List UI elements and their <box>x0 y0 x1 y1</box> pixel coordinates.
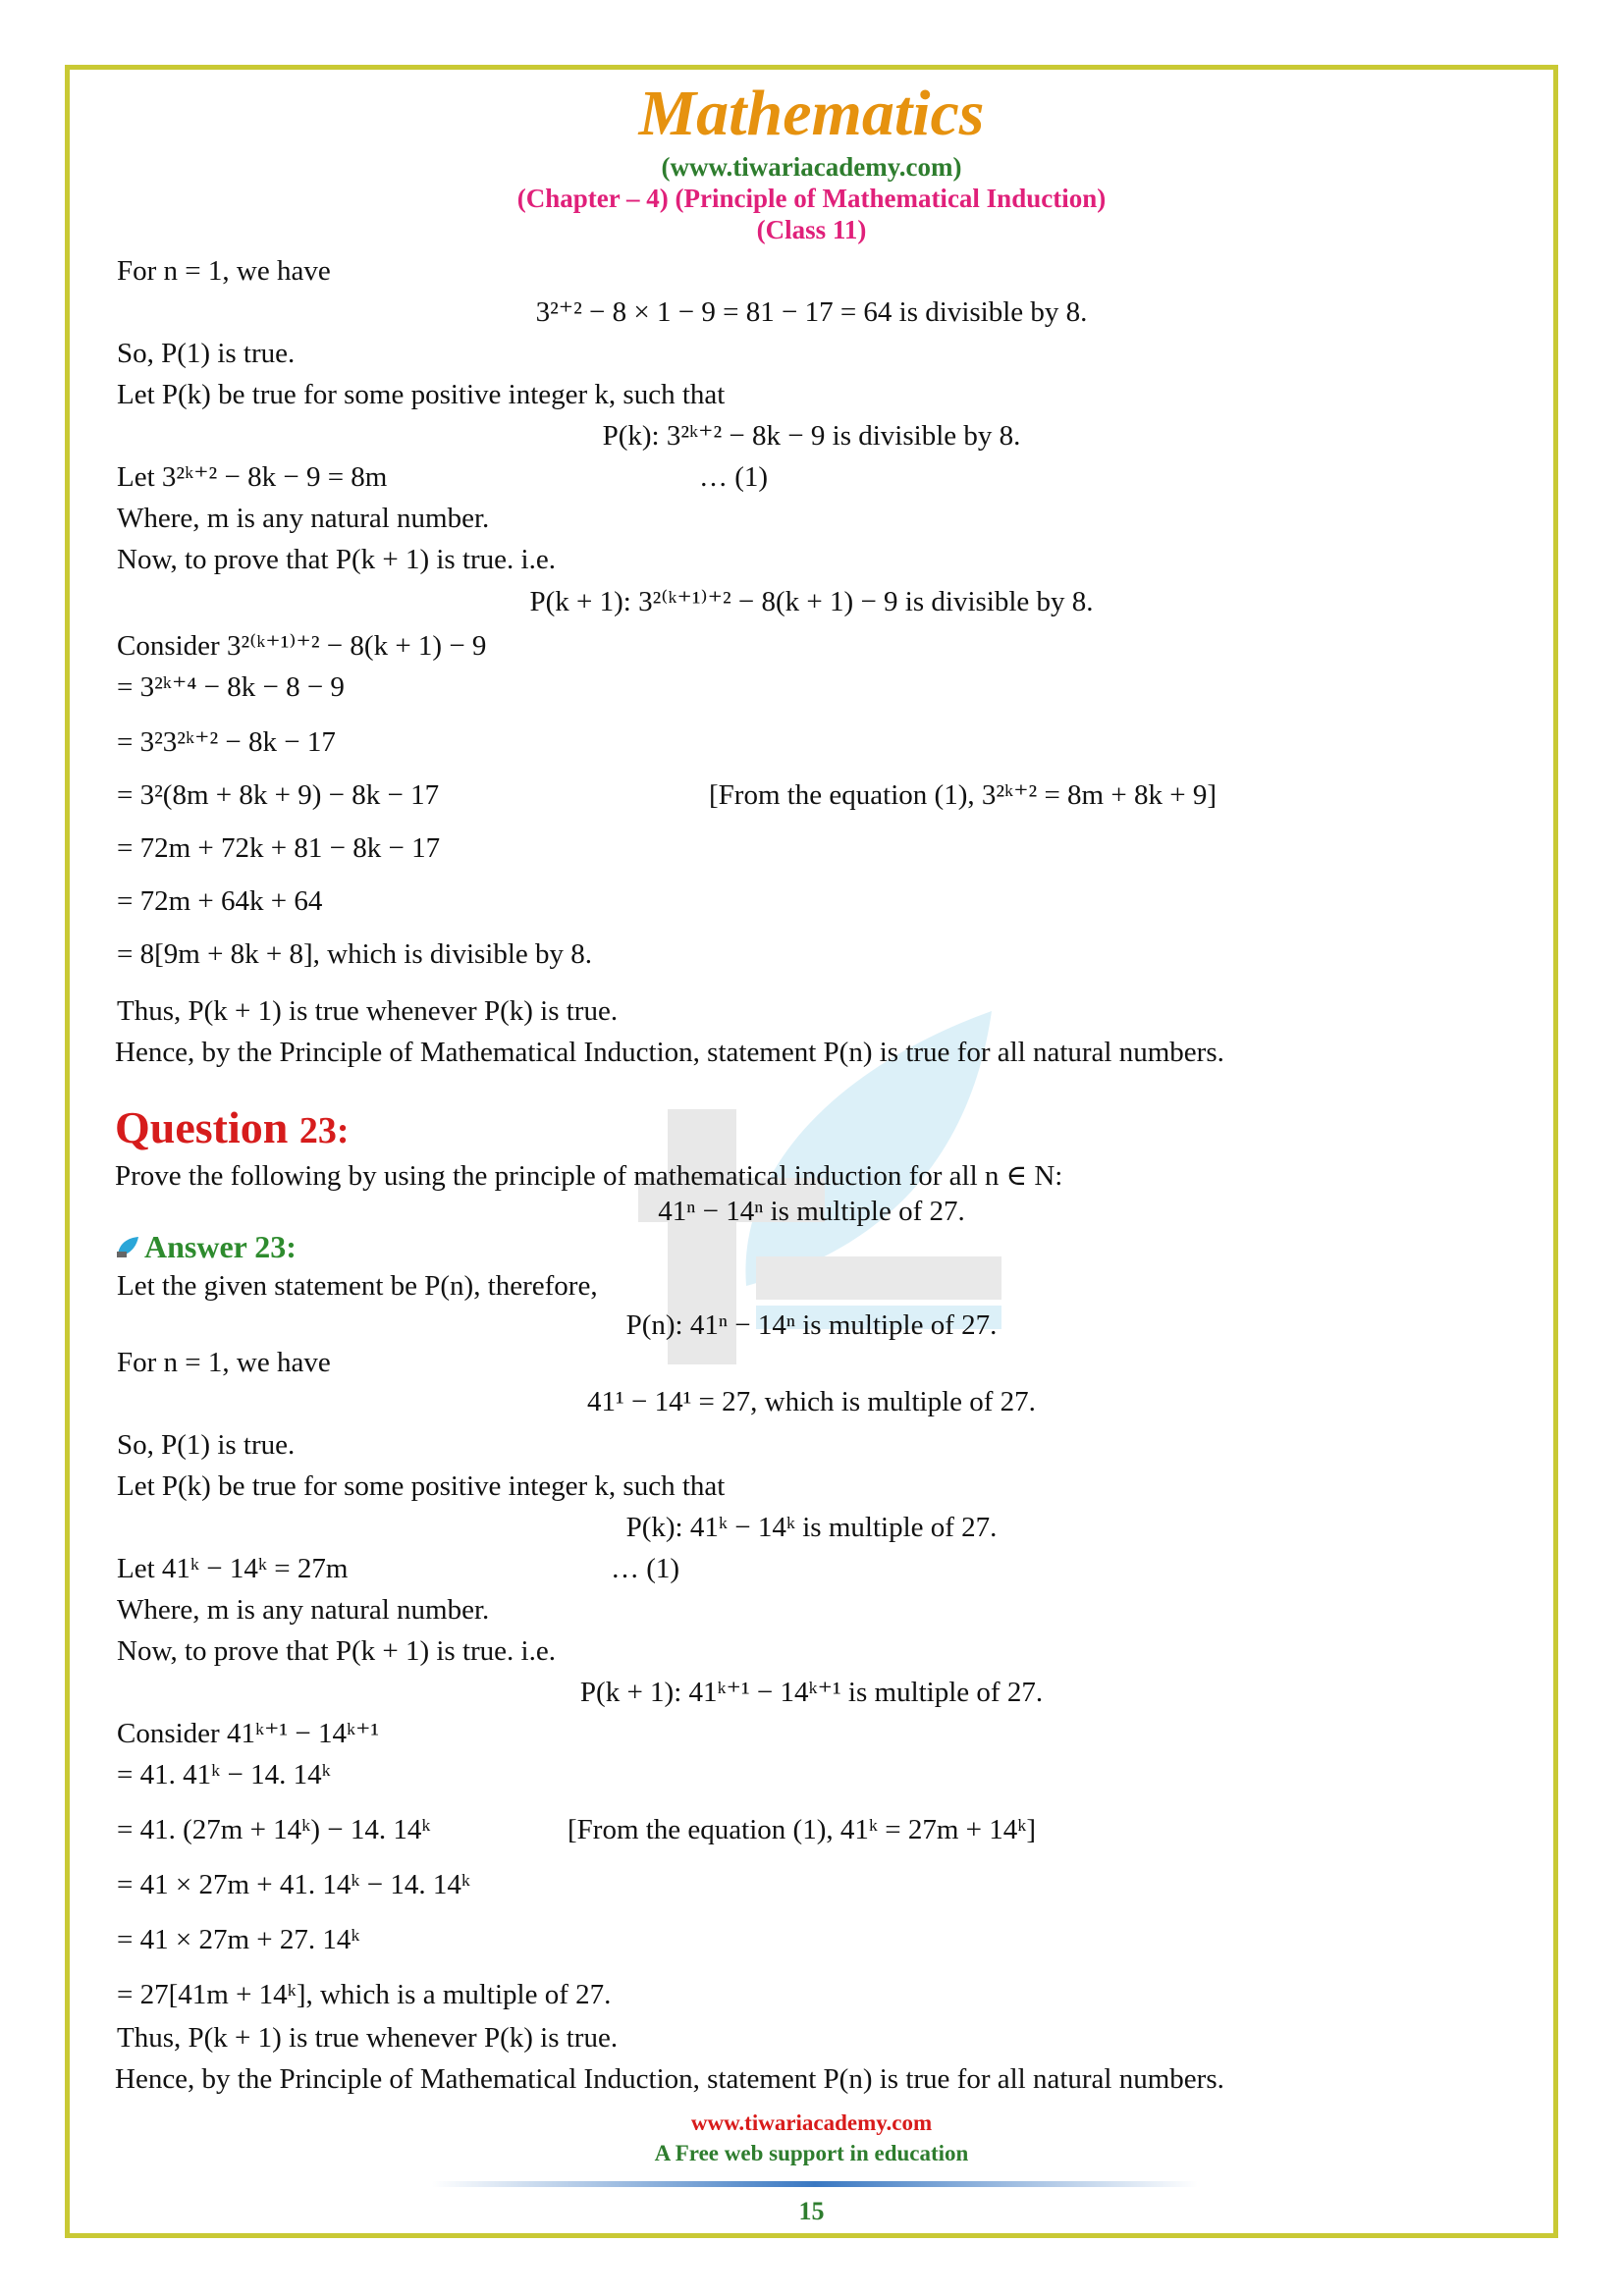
text-line: For n = 1, we have <box>117 255 331 287</box>
text-line: So, P(1) is true. <box>117 1429 296 1461</box>
math-line: P(k + 1): 41ᵏ⁺¹ − 14ᵏ⁺¹ is multiple of 27. <box>579 1677 1044 1708</box>
header-title: Mathematics <box>638 78 985 149</box>
header-url[interactable]: (www.tiwariacademy.com) <box>661 152 962 182</box>
footer-tagline: A Free web support in education <box>654 2141 969 2165</box>
leaf-icon <box>115 1235 140 1260</box>
answer-heading <box>115 1229 297 1265</box>
math-line: Consider 41ᵏ⁺¹ − 14ᵏ⁺¹ <box>117 1718 380 1749</box>
text-line: Thus, P(k + 1) is true whenever P(k) is true. <box>117 2022 619 2054</box>
math-line: P(k + 1): 3²⁽ᵏ⁺¹⁾⁺² − 8(k + 1) − 9 is divisible by 8. <box>529 586 1094 617</box>
footer-divider <box>432 2181 1198 2187</box>
text-line: Hence, by the Principle of Mathematical Induction, statement P(n) is true for all natural numbers. <box>115 2063 1224 2095</box>
text-line: Thus, P(k + 1) is true whenever P(k) is true. <box>117 995 619 1027</box>
text-line: Hence, by the Principle of Mathematical Induction, statement P(n) is true for all natural numbers. <box>115 1037 1224 1068</box>
question-text: Prove the following by using the principle of mathematical induction for all n ∈ N: <box>115 1160 1063 1192</box>
text-line: Where, m is any natural number. <box>117 503 490 534</box>
text-line: Where, m is any natural number. <box>117 1594 490 1626</box>
math-line: = 41. (27m + 14ᵏ) − 14. 14ᵏ <box>117 1814 431 1845</box>
math-line: = 3²ᵏ⁺⁴ − 8k − 8 − 9 <box>117 671 345 703</box>
math-line: = 72m + 64k + 64 <box>117 885 323 917</box>
math-line: P(k): 41ᵏ − 14ᵏ is multiple of 27. <box>625 1512 998 1543</box>
equation-ref: … (1) <box>699 461 769 493</box>
equation-ref: … (1) <box>611 1553 680 1584</box>
math-line: Consider 3²⁽ᵏ⁺¹⁾⁺² − 8(k + 1) − 9 <box>117 630 487 662</box>
math-line: = 8[9m + 8k + 8], which is divisible by 8. <box>117 938 593 970</box>
text-line: For n = 1, we have <box>117 1347 331 1378</box>
equation-note: [From the equation (1), 41ᵏ = 27m + 14ᵏ] <box>568 1814 1037 1845</box>
text-line: So, P(1) is true. <box>117 338 296 369</box>
text-line: Let P(k) be true for some positive integer k, such that <box>117 379 726 410</box>
text-line: Now, to prove that P(k + 1) is true. i.e. <box>117 544 556 575</box>
math-line: Let 41ᵏ − 14ᵏ = 27m <box>117 1553 349 1584</box>
equation-note: [From the equation (1), 3²ᵏ⁺² = 8m + 8k + 9] <box>709 779 1217 811</box>
page-number: 15 <box>798 2197 825 2225</box>
math-line: = 72m + 72k + 81 − 8k − 17 <box>117 832 441 864</box>
text-line: Let the given statement be P(n), therefore, <box>117 1270 598 1302</box>
question-heading <box>115 1101 350 1153</box>
footer-url[interactable]: www.tiwariacademy.com <box>690 2110 933 2135</box>
math-line: = 41. 41ᵏ − 14. 14ᵏ <box>117 1759 331 1790</box>
text-line: Now, to prove that P(k + 1) is true. i.e. <box>117 1635 556 1667</box>
math-line: 41¹ − 14¹ = 27, which is multiple of 27. <box>587 1386 1036 1417</box>
header-class: (Class 11) <box>756 215 867 244</box>
math-line: P(n): 41ⁿ − 14ⁿ is multiple of 27. <box>625 1309 998 1341</box>
math-line: Let 3²ᵏ⁺² − 8k − 9 = 8m <box>117 461 388 493</box>
math-line: = 3²3²ᵏ⁺² − 8k − 17 <box>117 726 336 758</box>
question-label: Question <box>115 1102 289 1152</box>
math-line: = 3²(8m + 8k + 9) − 8k − 17 <box>117 779 440 811</box>
question-statement: 41ⁿ − 14ⁿ is multiple of 27. <box>658 1196 965 1227</box>
math-line: = 41 × 27m + 41. 14ᵏ − 14. 14ᵏ <box>117 1869 471 1900</box>
math-line: P(k): 3²ᵏ⁺² − 8k − 9 is divisible by 8. <box>602 420 1021 452</box>
math-line: = 41 × 27m + 27. 14ᵏ <box>117 1924 360 1955</box>
question-number: 23: <box>298 1110 350 1151</box>
math-line: 3²⁺² − 8 × 1 − 9 = 81 − 17 = 64 is divisible by 8. <box>535 296 1088 328</box>
answer-label: Answer 23: <box>144 1229 297 1264</box>
text-line: Let P(k) be true for some positive integer k, such that <box>117 1470 726 1502</box>
header-chapter: (Chapter – 4) (Principle of Mathematical Induction) <box>516 184 1107 213</box>
math-line: = 27[41m + 14ᵏ], which is a multiple of 27. <box>117 1979 612 2010</box>
